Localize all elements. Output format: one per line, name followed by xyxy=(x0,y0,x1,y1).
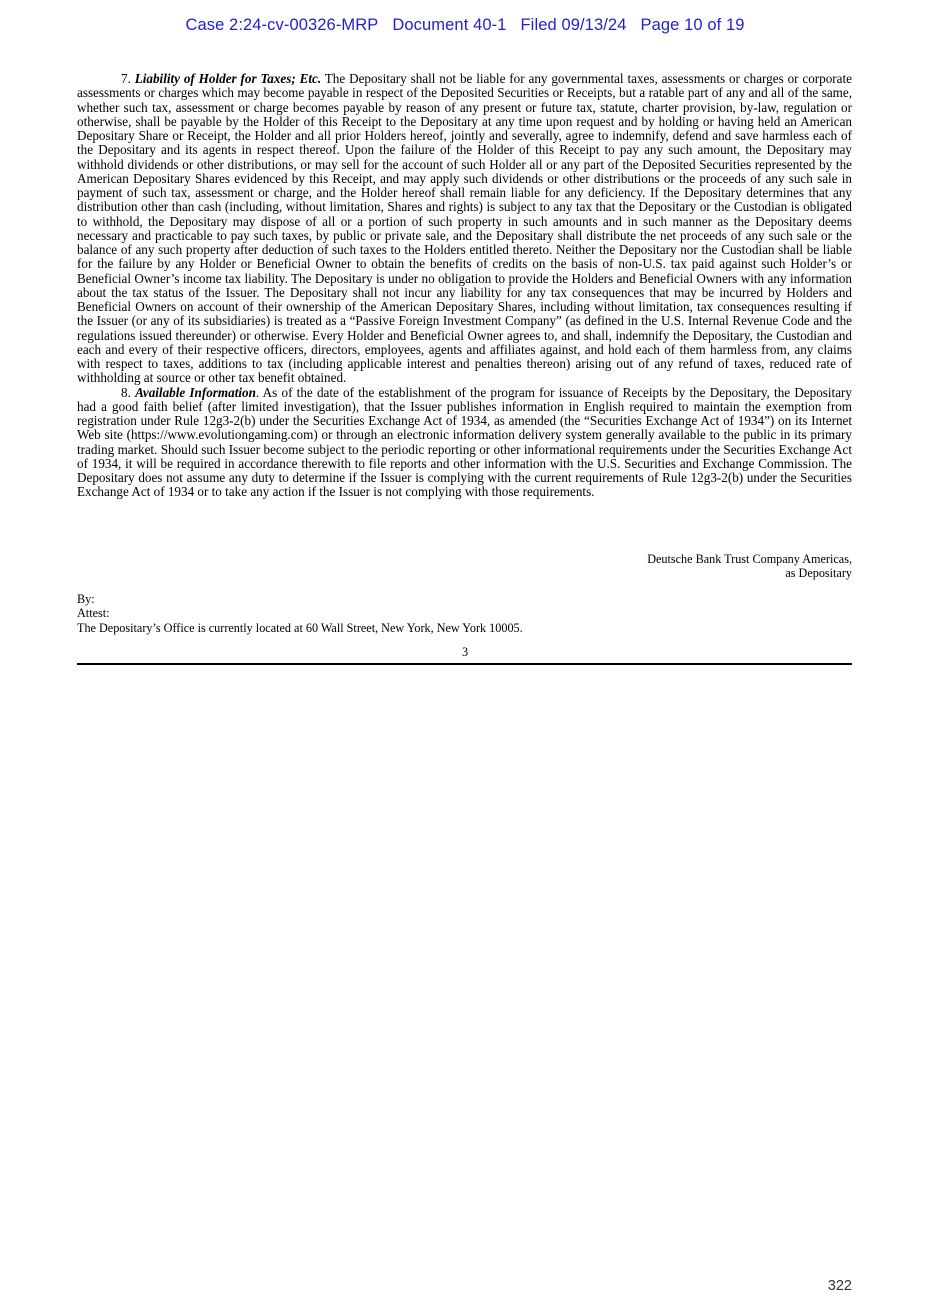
ecf-document-number: Document 40-1 xyxy=(392,16,507,34)
ecf-header-stamp xyxy=(0,16,930,35)
signature-company-line: Deutsche Bank Trust Company Americas, xyxy=(647,552,852,566)
signature-role-line: as Depositary xyxy=(785,566,852,581)
signature-by-label: By: xyxy=(77,591,95,606)
depositary-office-note: The Depositary’s Office is currently located at 60 Wall Street, New York, New York 10005. xyxy=(77,620,523,635)
signature-block xyxy=(77,552,852,635)
paragraph-7 xyxy=(77,72,852,386)
header-spacer-1 xyxy=(378,16,392,35)
footer-horizontal-rule xyxy=(77,663,852,665)
signature-attest-label: Attest: xyxy=(77,606,110,621)
ecf-page-indicator: Page 10 of 19 xyxy=(640,16,745,34)
header-spacer-2 xyxy=(507,16,521,35)
bates-stamp-number: 322 xyxy=(827,1278,852,1294)
ecf-case-number: Case 2:24-cv-00326-MRP xyxy=(185,16,379,34)
footer-page-number: 3 xyxy=(461,645,469,659)
paragraph-8-text: . As of the date of the establishment of the program for issuance of Receipts by the Depositary, the Depositary had a good faith belief (after limited investigation), that the Issuer publishes information in English required to maintain the exemption from registration under Rule 12g3-2(b) under the Securities Exchange Act of 1934, as amended (the “Securities Exchange Act of 1934”) on its Internet Web site (https://www.evolutiongaming.com) or through an electronic information delivery system generally available to the public in its primary trading market. Should such Issuer become subject to the periodic reporting or other informational requirements under the Securities Exchange Act of 1934, it will be required in accordance therewith to file reports and other information with the U.S. Securities and Exchange Commission. The Depositary does not assume any duty to determine if the Issuer is complying with the current requirements of Rule 12g3-2(b) under the Securities Exchange Act of 1934 or to take any action if the Issuer is not complying with those requirements. xyxy=(77,384,852,500)
document-text-body xyxy=(77,72,852,500)
paragraph-7-heading: Liability of Holder for Taxes; Etc. xyxy=(134,71,322,86)
paragraph-7-number: 7. xyxy=(121,71,131,86)
paragraph-7-text: The Depositary shall not be liable for any governmental taxes, assessments or charges or corporate assessments or charges which may become payable in respect of the Deposited Securities or Receipts, but a ratable part of any and all of the same, whether such tax, assessment or charge becomes payable by reason of any present or future tax, statute, charter provision, by-law, regulation or otherwise, shall be payable by the Holder of this Receipt to the Depositary at any time upon request and by holding or having held an American Depositary Share or Receipt, the Holder and all prior Holders hereof, jointly and severally, agree to indemnify, defend and save harmless each of the Depositary and its agents in respect thereof. Upon the failure of the Holder of this Receipt to pay any such amount, the Depositary may withhold dividends or other distributions, or may sell for the account of such Holder all or any part of the Deposited Securities represented by the American Depositary Shares evidenced by this Receipt, and may apply such dividends or other distributions or the proceeds of any such sale in payment of such tax, assessment or charge, and the Holder hereof shall remain liable for any deficiency. If the Depositary determines that any distribution other than cash (including, without limitation, Shares and rights) is subject to any tax that the Depositary or the Custodian is obligated to withhold, the Depositary may dispose of all or a portion of such property in such amounts and in such manner as the Depositary deems necessary and practicable to pay such taxes, by public or private sale, and the Depositary shall distribute the net proceeds of any such sale or the balance of any such property after deduction of such taxes to the Holders entitled thereto. Neither the Depositary nor the Custodian shall be liable for the failure by any Holder or Beneficial Owner to obtain the benefits of credits on the basis of non-U.S. tax paid against such Holder’s or Beneficial Owner’s income tax liability. The Depositary is under no obligation to provide the Holders and Beneficial Owners with any information about the tax status of the Issuer. The Depositary shall not incur any liability for any tax consequences that may be incurred by Holders and Beneficial Owners on account of their ownership of the American Depositary Shares, including without limitation, tax consequences resulting if the Issuer (or any of its subsidiaries) is treated as a “Passive Foreign Investment Company” (as defined in the U.S. Internal Revenue Code and the regulations issued thereunder) or otherwise. Every Holder and Beneficial Owner agrees to, and shall, indemnify the Depositary, the Custodian and each and every of their respective officers, directors, employees, agents and affiliates against, and hold each of them harmless from, any claims with respect to taxes, additions to tax (including applicable interest and penalties thereon) arising out of any refund of taxes, reduced rate of withholding at source or other tax benefit obtained. xyxy=(77,71,852,386)
paragraph-8-number: 8. xyxy=(121,384,131,400)
ecf-filed-date: Filed 09/13/24 xyxy=(520,16,627,34)
paragraph-8-heading: Available Information xyxy=(135,384,256,400)
header-spacer-3 xyxy=(626,16,640,35)
paragraph-8 xyxy=(77,386,852,500)
